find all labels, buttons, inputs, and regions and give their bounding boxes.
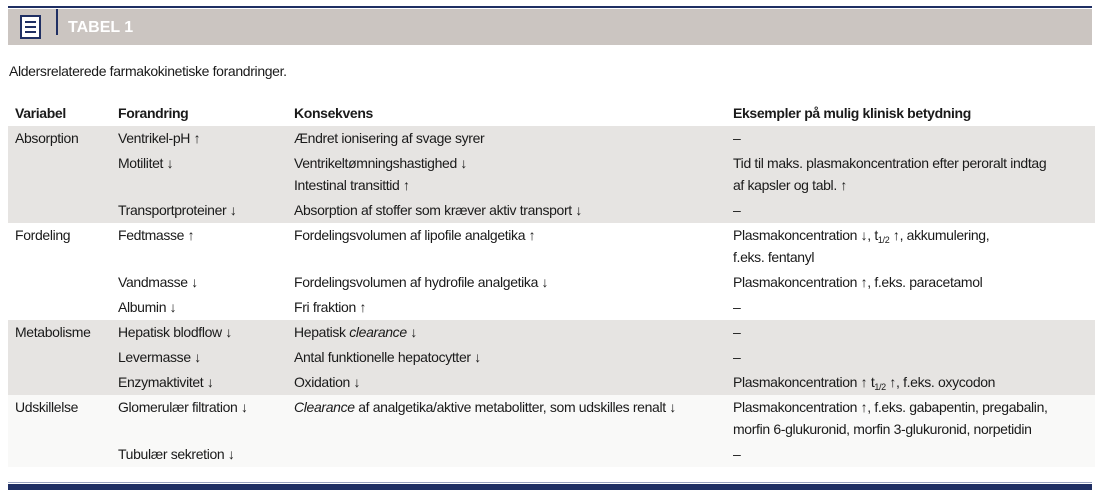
text: Absorption af stoffer som kræver aktiv transport ↓ (294, 202, 583, 218)
cell-line (294, 346, 733, 368)
cell-line (733, 224, 1095, 246)
text: Plasmakoncentration ↓, t (733, 227, 878, 243)
cell-line (733, 152, 1095, 174)
table-caption: Aldersrelaterede farmakokinetiske forandringer. (9, 63, 287, 79)
cell-variabel (8, 442, 118, 467)
subscript: 1/2 (877, 235, 890, 245)
cell-forandring: Tubulær sekretion ↓ (118, 442, 294, 467)
cell-forandring: Ventrikel-pH ↑ (118, 126, 294, 151)
cell-line (294, 199, 733, 221)
table-row (8, 320, 1095, 345)
cell-line (733, 174, 1095, 196)
cell-eksempler (733, 345, 1095, 370)
cell-forandring: Levermasse ↓ (118, 345, 294, 370)
text: Plasmakoncentration ↑, f.eks. paracetamol (733, 274, 983, 290)
text: – (733, 446, 741, 462)
cell-forandring: Fedtmasse ↑ (118, 223, 294, 270)
bottom-rule (8, 484, 1092, 490)
cell-konsekvens (294, 198, 733, 223)
table-row (8, 270, 1095, 295)
cell-line (294, 152, 733, 174)
cell-line (733, 271, 1095, 293)
cell-variabel: Absorption (8, 126, 118, 151)
cell-forandring: Motilitet ↓ (118, 151, 294, 198)
cell-line (294, 271, 733, 293)
subscript: 1/2 (874, 382, 886, 392)
cell-konsekvens (294, 442, 733, 467)
cell-eksempler (733, 223, 1095, 270)
table-title: TABEL 1 (68, 19, 134, 36)
text: Plasmakoncentration ↑, f.eks. gabapentin, pregabalin, (733, 399, 1048, 415)
text: Plasmakoncentration ↑ t (733, 374, 875, 390)
cell-forandring: Enzymaktivitet ↓ (118, 370, 294, 395)
table-row (8, 151, 1095, 198)
divider (56, 9, 58, 35)
pharmacokinetics-table (8, 102, 1095, 467)
text: Oxidation ↓ (294, 374, 361, 390)
table-row (8, 395, 1095, 442)
cell-line (733, 321, 1095, 343)
text: – (733, 130, 741, 146)
text: ↑, akkumulering, (889, 227, 990, 243)
cell-line (733, 199, 1095, 221)
cell-eksempler (733, 370, 1095, 395)
text: af kapsler og tabl. ↑ (733, 177, 848, 193)
cell-konsekvens (294, 126, 733, 151)
cell-line (733, 127, 1095, 149)
cell-konsekvens (294, 395, 733, 442)
table-row (8, 442, 1095, 467)
text: Fordelingsvolumen af hydrofile analgetika ↓ (294, 274, 549, 290)
cell-line (294, 127, 733, 149)
table-row (8, 126, 1095, 151)
cell-line (733, 396, 1095, 418)
cell-line (733, 246, 1095, 268)
top-rule (8, 6, 1092, 8)
cell-variabel (8, 295, 118, 320)
table-row (8, 295, 1095, 320)
cell-eksempler (733, 395, 1095, 442)
text: Ændret ionisering af svage syrer (294, 130, 485, 146)
cell-konsekvens (294, 270, 733, 295)
text: – (733, 324, 741, 340)
cell-eksempler (733, 126, 1095, 151)
cell-line (294, 174, 733, 196)
cell-variabel (8, 345, 118, 370)
text: Antal funktionelle hepatocytter ↓ (294, 349, 481, 365)
cell-forandring: Transportproteiner ↓ (118, 198, 294, 223)
cell-line (294, 396, 733, 418)
column-header-forandring: Forandring (118, 105, 189, 121)
cell-forandring: Albumin ↓ (118, 295, 294, 320)
cell-konsekvens (294, 320, 733, 345)
text: ↓ (406, 324, 417, 340)
text: f.eks. fentanyl (733, 249, 815, 265)
cell-line (294, 296, 733, 318)
cell-line (294, 224, 733, 246)
text: Fri fraktion ↑ (294, 299, 367, 315)
cell-eksempler (733, 320, 1095, 345)
italic-term: Clearance (294, 399, 355, 415)
cell-variabel (8, 270, 118, 295)
column-header-eksempler: Eksempler på mulig klinisk betydning (733, 105, 971, 121)
cell-variabel: Metabolisme (8, 320, 118, 345)
text: morfin 6-glukuronid, morfin 3-glukuronid, norpetidin (733, 421, 1032, 437)
text: Fordelingsvolumen af lipofile analgetika ↑ (294, 227, 536, 243)
text: af analgetika/aktive metabolitter, som udskilles renalt ↓ (354, 399, 676, 415)
table-icon (20, 15, 41, 39)
text: Ventrikeltømningshastighed ↓ (294, 155, 468, 171)
table-row (8, 370, 1095, 395)
table-row (8, 223, 1095, 270)
cell-konsekvens (294, 295, 733, 320)
cell-variabel (8, 370, 118, 395)
cell-variabel: Udskillelse (8, 395, 118, 442)
cell-konsekvens (294, 151, 733, 198)
table-row (8, 198, 1095, 223)
cell-eksempler (733, 151, 1095, 198)
cell-konsekvens (294, 370, 733, 395)
cell-konsekvens (294, 223, 733, 270)
text: ↑, f.eks. oxycodon (885, 374, 996, 390)
cell-eksempler (733, 270, 1095, 295)
header-row (8, 102, 1095, 126)
cell-line (733, 296, 1095, 318)
cell-variabel (8, 198, 118, 223)
cell-variabel (8, 151, 118, 198)
cell-line (733, 418, 1095, 440)
text: Hepatisk (294, 324, 350, 340)
cell-line (294, 321, 733, 343)
cell-line (733, 371, 1095, 393)
cell-line (733, 443, 1095, 465)
cell-eksempler (733, 295, 1095, 320)
text: Tid til maks. plasmakoncentration efter peroralt indtag (733, 155, 1047, 171)
column-header-konsekvens: Konsekvens (294, 105, 373, 121)
cell-forandring: Vandmasse ↓ (118, 270, 294, 295)
cell-konsekvens (294, 345, 733, 370)
cell-eksempler (733, 198, 1095, 223)
column-header-variabel: Variabel (15, 105, 66, 121)
table-row (8, 345, 1095, 370)
table-header-bar (8, 9, 1092, 45)
cell-forandring: Glomerulær filtration ↓ (118, 395, 294, 442)
text: – (733, 349, 741, 365)
cell-line (733, 346, 1095, 368)
cell-variabel: Fordeling (8, 223, 118, 270)
italic-term: clearance (349, 324, 407, 340)
text: – (733, 299, 741, 315)
cell-eksempler (733, 442, 1095, 467)
cell-forandring: Hepatisk blodflow ↓ (118, 320, 294, 345)
text: – (733, 202, 741, 218)
cell-line (294, 371, 733, 393)
text: Intestinal transittid ↑ (294, 177, 410, 193)
